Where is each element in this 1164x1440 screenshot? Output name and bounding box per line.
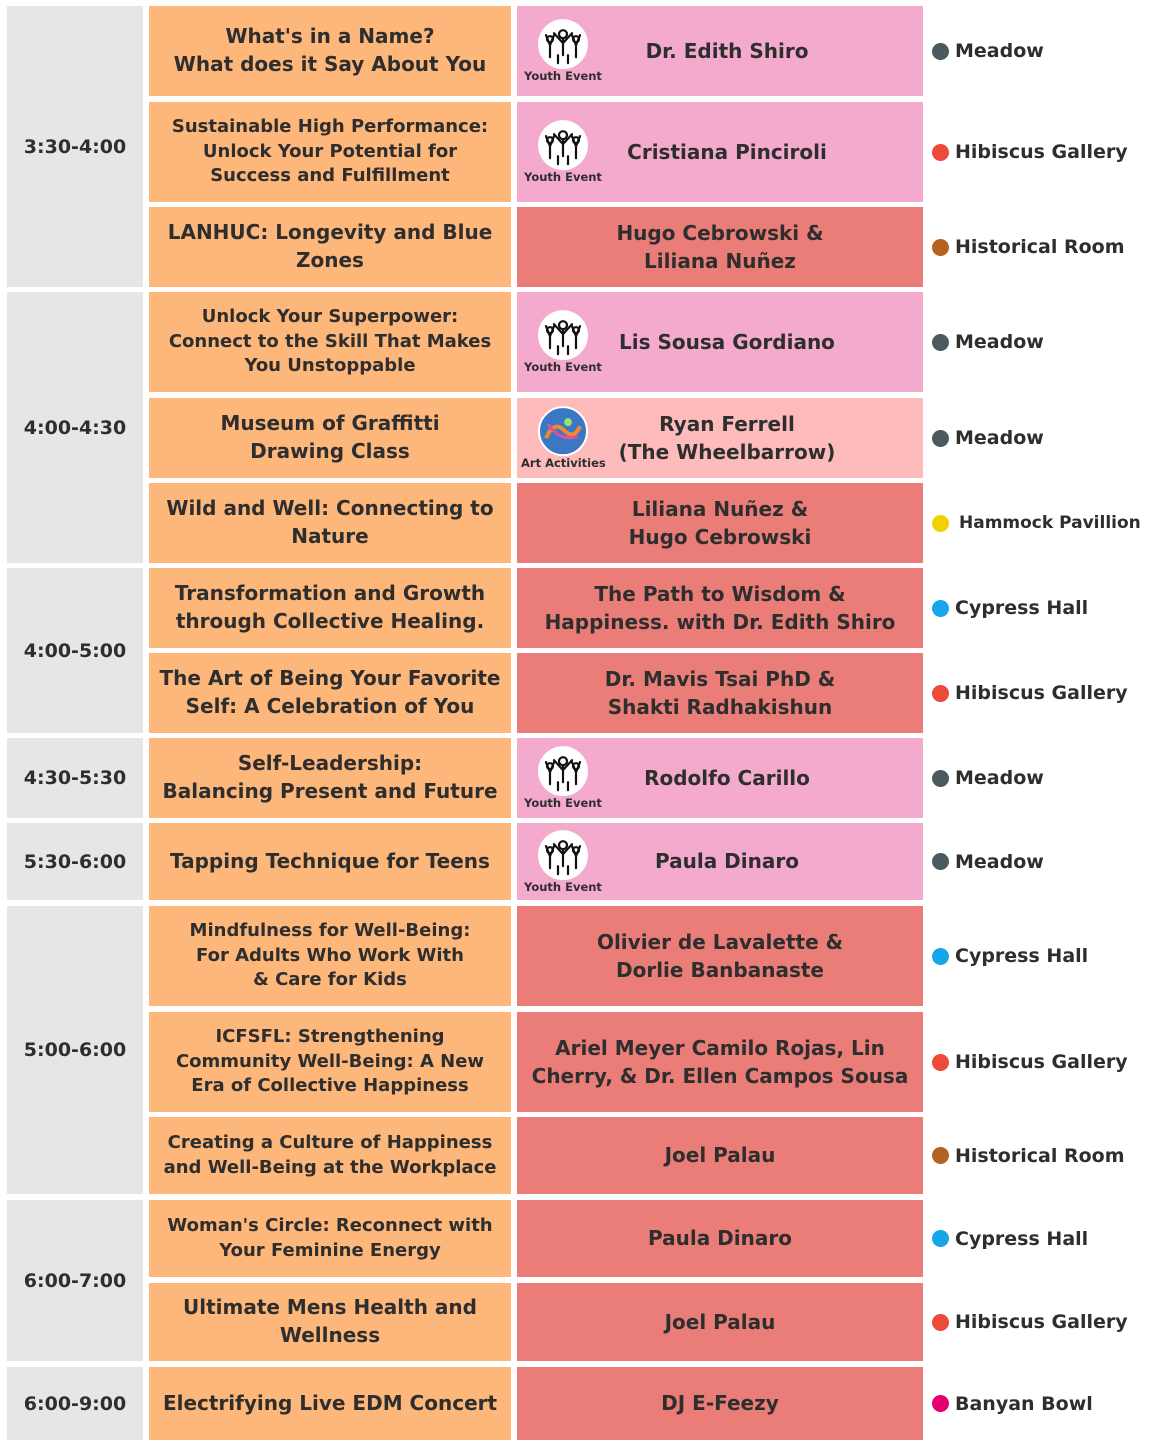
- session-title: Self-Leadership: Balancing Present and Future: [149, 738, 511, 818]
- session-title: Electrifying Live EDM Concert: [149, 1367, 511, 1440]
- badge-label: Youth Event: [524, 879, 602, 894]
- session-title: Unlock Your Superpower: Connect to the Skill That Makes You Unstoppable: [149, 292, 511, 392]
- location-dot-icon: [932, 144, 949, 161]
- time-slot: [7, 823, 143, 900]
- time-slot: [7, 906, 143, 1194]
- badge-label: Youth Event: [524, 69, 602, 84]
- location: [932, 292, 1164, 392]
- location: [932, 1012, 1164, 1112]
- location: [932, 1367, 1164, 1440]
- speaker-name: DJ E-Feezy: [661, 1391, 779, 1416]
- speaker-cell: [517, 1283, 923, 1361]
- location: [932, 1117, 1164, 1194]
- location-dot-icon: [932, 948, 949, 965]
- speaker-cell: [517, 398, 923, 478]
- speaker-cell: [517, 6, 923, 96]
- people-raising-hands-icon: [538, 19, 588, 69]
- youth-event-badge: [521, 746, 605, 810]
- time-label: 6:00-9:00: [23, 1392, 127, 1415]
- speaker-name: Liliana Nuñez & Hugo Cebrowski: [628, 496, 812, 549]
- location-label: Hibiscus Gallery: [955, 1051, 1128, 1073]
- location-label: Hammock Pavillion: [959, 513, 1141, 533]
- speaker-cell: [517, 102, 923, 202]
- location-dot-icon: [932, 43, 949, 60]
- speaker-name: Olivier de Lavalette & Dorlie Banbanaste: [596, 929, 844, 982]
- session-title: Museum of Graffitti Drawing Class: [149, 398, 511, 478]
- location-dot-icon: [932, 853, 949, 870]
- speaker-cell: [517, 1367, 923, 1440]
- location-dot-icon: [932, 1395, 949, 1412]
- people-raising-hands-icon: [538, 830, 588, 880]
- people-raising-hands-icon: [538, 310, 588, 360]
- location: [932, 1283, 1164, 1361]
- session-title: Woman's Circle: Reconnect with Your Feminine Energy: [149, 1200, 511, 1277]
- location-dot-icon: [932, 770, 949, 787]
- session-title: ICFSFL: Strengthening Community Well-Being: A New Era of Collective Happiness: [149, 1012, 511, 1112]
- speaker-name: Ryan Ferrell (The Wheelbarrow): [618, 411, 836, 464]
- speaker-name: Rodolfo Carillo: [644, 765, 810, 790]
- speaker-name: Joel Palau: [664, 1143, 776, 1168]
- location-label: Banyan Bowl: [955, 1392, 1093, 1415]
- speaker-cell: [517, 823, 923, 900]
- location-dot-icon: [932, 685, 949, 702]
- youth-event-badge: [521, 310, 605, 374]
- location: [932, 398, 1164, 478]
- speaker-name: Paula Dinaro: [655, 849, 799, 874]
- art-activities-badge: [521, 406, 605, 470]
- location: [932, 653, 1164, 733]
- badge-label: Youth Event: [524, 796, 602, 811]
- location-dot-icon: [932, 1230, 949, 1247]
- session-title: Wild and Well: Connecting to Nature: [149, 483, 511, 563]
- session-title: Ultimate Mens Health and Wellness: [149, 1283, 511, 1361]
- location-dot-icon: [932, 1147, 949, 1164]
- time-label: 6:00-7:00: [23, 1269, 127, 1292]
- youth-event-badge: [521, 830, 605, 894]
- badge-label: Art Activities: [521, 456, 606, 471]
- speaker-cell: [517, 292, 923, 392]
- people-raising-hands-icon: [538, 120, 588, 170]
- location-dot-icon: [932, 600, 949, 617]
- session-title: What's in a Name? What does it Say About You: [149, 6, 511, 96]
- youth-event-badge: [521, 19, 605, 83]
- location-dot-icon: [932, 239, 949, 256]
- location-label: Cypress Hall: [955, 597, 1089, 619]
- speaker-name: Hugo Cebrowski & Liliana Nuñez: [616, 220, 824, 273]
- time-slot: [7, 1200, 143, 1361]
- speaker-name: Lis Sousa Gordiano: [619, 329, 835, 354]
- session-title: Sustainable High Performance: Unlock Your Potential for Success and Fulfillment: [149, 102, 511, 202]
- speaker-name: Ariel Meyer Camilo Rojas, Lin Cherry, & Dr. Ellen Campos Sousa: [531, 1035, 909, 1088]
- people-raising-hands-icon: [538, 746, 588, 796]
- time-slot: [7, 568, 143, 733]
- location-dot-icon: [932, 1314, 949, 1331]
- speaker-name: Dr. Mavis Tsai PhD & Shakti Radhakishun: [604, 666, 836, 719]
- location-label: Cypress Hall: [955, 1227, 1089, 1250]
- location: [932, 823, 1164, 900]
- location-label: Meadow: [955, 850, 1044, 873]
- time-label: 4:30-5:30: [23, 767, 127, 789]
- youth-event-badge: [521, 120, 605, 184]
- badge-label: Youth Event: [524, 360, 602, 375]
- location: [932, 1200, 1164, 1277]
- speaker-name: Cristiana Pinciroli: [627, 139, 827, 164]
- location-label: Meadow: [955, 427, 1044, 449]
- time-label: 4:00-4:30: [23, 416, 127, 439]
- session-title: Creating a Culture of Happiness and Well-Being at the Workplace: [149, 1117, 511, 1194]
- speaker-cell: [517, 1200, 923, 1277]
- speaker-cell: [517, 738, 923, 818]
- location-label: Meadow: [955, 331, 1044, 353]
- location: [932, 102, 1164, 202]
- location-dot-icon: [932, 515, 949, 532]
- speaker-cell: [517, 906, 923, 1006]
- location-dot-icon: [932, 334, 949, 351]
- time-label: 3:30-4:00: [23, 135, 127, 158]
- speaker-cell: [517, 568, 923, 648]
- location-dot-icon: [932, 430, 949, 447]
- location-label: Hibiscus Gallery: [955, 1311, 1128, 1333]
- location-label: Hibiscus Gallery: [955, 682, 1128, 704]
- location: [932, 568, 1164, 648]
- location-label: Meadow: [955, 40, 1044, 62]
- location: [932, 483, 1164, 563]
- speaker-name: Joel Palau: [664, 1309, 776, 1334]
- location-label: Historical Room: [955, 236, 1125, 258]
- location-dot-icon: [932, 1054, 949, 1071]
- location: [932, 906, 1164, 1006]
- location-label: Cypress Hall: [955, 945, 1089, 967]
- badge-label: Youth Event: [524, 170, 602, 185]
- time-slot: [7, 292, 143, 563]
- speaker-cell: [517, 207, 923, 287]
- location: [932, 738, 1164, 818]
- speaker-cell: [517, 1117, 923, 1194]
- session-title: Transformation and Growth through Collective Healing.: [149, 568, 511, 648]
- speaker-name: Dr. Edith Shiro: [645, 38, 809, 63]
- location: [932, 207, 1164, 287]
- speaker-cell: [517, 1012, 923, 1112]
- location-label: Historical Room: [955, 1144, 1125, 1167]
- session-title: Tapping Technique for Teens: [149, 823, 511, 900]
- time-label: 5:30-6:00: [23, 850, 127, 873]
- location-label: Hibiscus Gallery: [955, 141, 1128, 163]
- time-label: 5:00-6:00: [23, 1039, 127, 1061]
- time-slot: [7, 6, 143, 287]
- speaker-cell: [517, 483, 923, 563]
- location-label: Meadow: [955, 767, 1044, 789]
- session-title: The Art of Being Your Favorite Self: A Celebration of You: [149, 653, 511, 733]
- time-slot: [7, 738, 143, 818]
- session-title: Mindfulness for Well-Being: For Adults Who Work With & Care for Kids: [149, 906, 511, 1006]
- speaker-name: The Path to Wisdom & Happiness. with Dr. Edith Shiro: [544, 581, 896, 634]
- speaker-cell: [517, 653, 923, 733]
- graffiti-art-icon: [538, 406, 588, 456]
- speaker-name: Paula Dinaro: [648, 1226, 792, 1251]
- session-title: LANHUC: Longevity and Blue Zones: [149, 207, 511, 287]
- time-slot: [7, 1367, 143, 1440]
- location: [932, 6, 1164, 96]
- time-label: 4:00-5:00: [23, 639, 127, 662]
